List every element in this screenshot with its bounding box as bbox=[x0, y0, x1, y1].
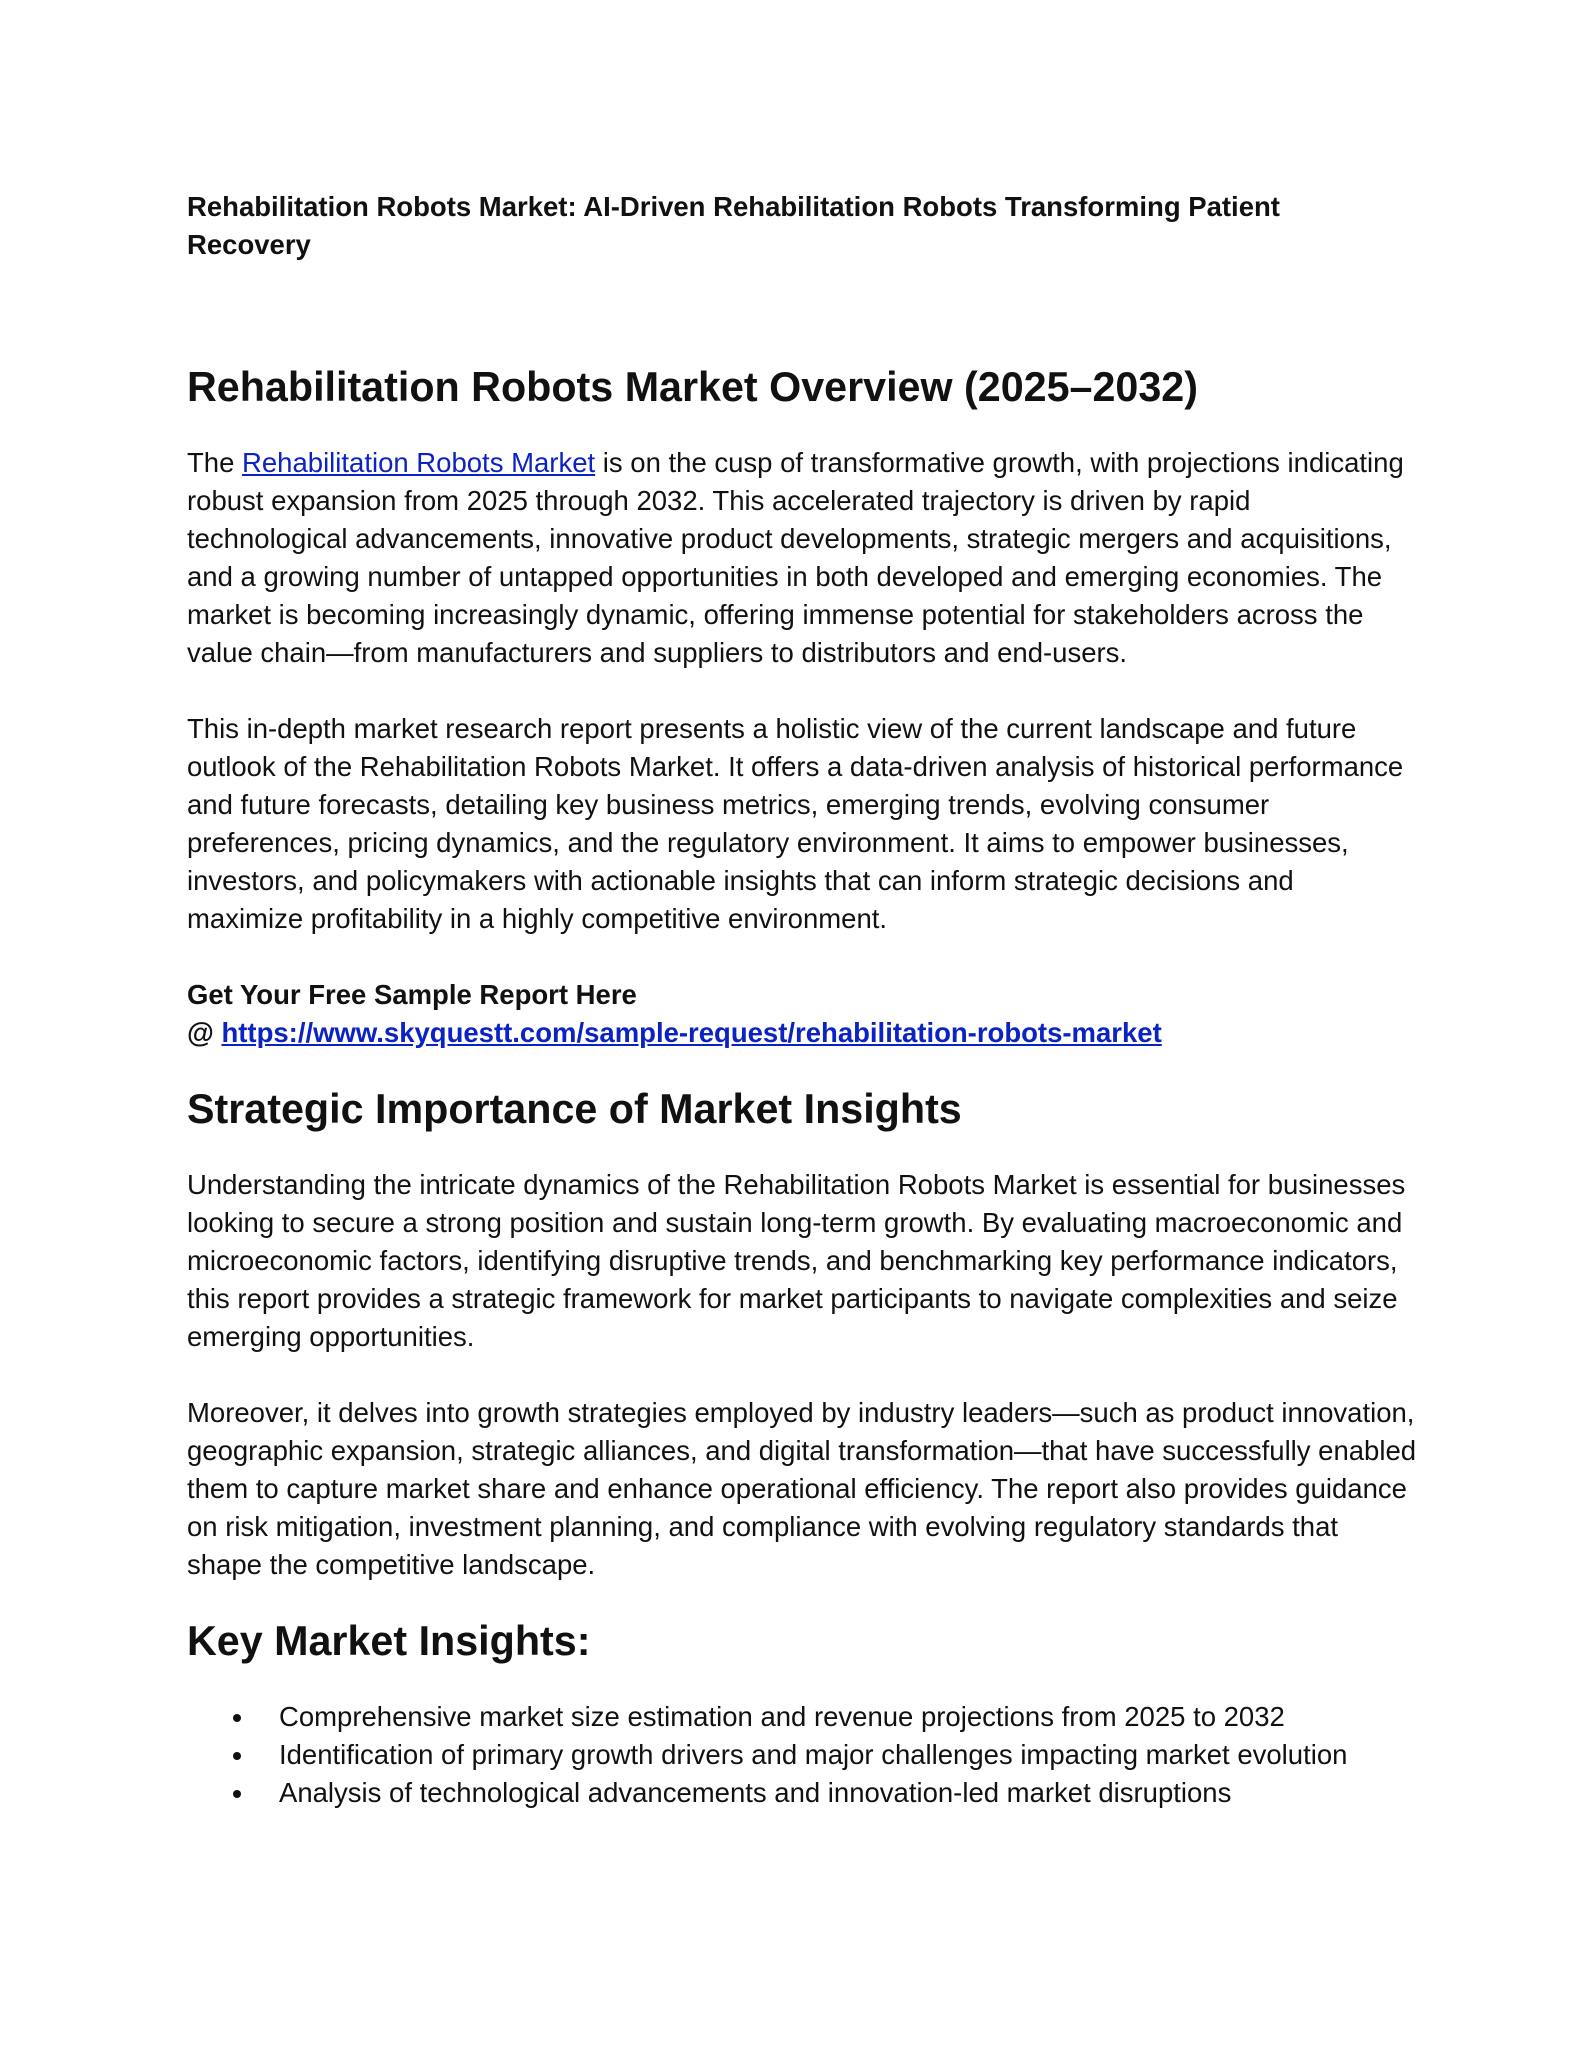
overview-heading: Rehabilitation Robots Market Overview (2025–2032) bbox=[187, 364, 1198, 410]
list-item bbox=[187, 1698, 1417, 1736]
document-page bbox=[187, 188, 1417, 1812]
insights-list bbox=[187, 1698, 1417, 1812]
strategic-heading: Strategic Importance of Market Insights bbox=[187, 1086, 962, 1132]
list-item-text: Identification of primary growth drivers and major challenges impacting market evolution bbox=[279, 1739, 1348, 1770]
insights-heading: Key Market Insights: bbox=[187, 1618, 591, 1664]
sample-label: Get Your Free Sample Report Here bbox=[187, 979, 637, 1010]
market-link[interactable]: Rehabilitation Robots Market bbox=[242, 447, 596, 478]
list-item-text: Analysis of technological advancements and innovation-led market disruptions bbox=[279, 1777, 1232, 1808]
overview-p1-rest: is on the cusp of transformative growth, with projections indicating robust expansion from 2025 through 2032. This accelerated trajectory is driven by rapid technological advancements, innovative product developments, strategic mergers and acquisitions, and a growing number of untapped opportunities in both developed and emerging economies. The market is becoming increasingly dynamic, offering immense potential for stakeholders across the value chain—from manufacturers and suppliers to distributors and end-users. bbox=[187, 447, 1404, 668]
bullet-icon bbox=[233, 1752, 241, 1760]
sample-at-sign: @ bbox=[187, 1017, 222, 1048]
overview-p1-prefix: The bbox=[187, 447, 243, 478]
bullet-icon bbox=[233, 1790, 241, 1798]
document-title: Rehabilitation Robots Market: AI-Driven Rehabilitation Robots Transforming Patient Recovery bbox=[187, 191, 1280, 260]
overview-paragraph-2: This in-depth market research report presents a holistic view of the current landscape and future outlook of the Rehabilitation Robots Market. It offers a data-driven analysis of historical performance and future forecasts, detailing key business metrics, emerging trends, evolving consumer preferences, pricing dynamics, and the regulatory environment. It aims to empower businesses, investors, and policymakers with actionable insights that can inform strategic decisions and maximize profitability in a highly competitive environment. bbox=[187, 713, 1404, 934]
list-item bbox=[187, 1774, 1417, 1812]
strategic-paragraph-1: Understanding the intricate dynamics of the Rehabilitation Robots Market is essential for businesses looking to secure a strong position and sustain long-term growth. By evaluating macroeconomic and microeconomic factors, identifying disruptive trends, and benchmarking key performance indicators, this report provides a strategic framework for market participants to navigate complexities and seize emerging opportunities. bbox=[187, 1169, 1406, 1352]
bullet-icon bbox=[233, 1714, 241, 1722]
sample-link-line bbox=[187, 1014, 1417, 1052]
strategic-paragraph-2: Moreover, it delves into growth strategies employed by industry leaders—such as product innovation, geographic expansion, strategic alliances, and digital transformation—that have successfully enabled them to capture market share and enhance operational efficiency. The report also provides guidance on risk mitigation, investment planning, and compliance with evolving regulatory standards that shape the competitive landscape. bbox=[187, 1397, 1417, 1580]
list-item-text: Comprehensive market size estimation and revenue projections from 2025 to 2032 bbox=[279, 1701, 1285, 1732]
list-item bbox=[187, 1736, 1417, 1774]
overview-paragraph-1 bbox=[187, 444, 1417, 672]
sample-request-link[interactable]: https://www.skyquestt.com/sample-request/rehabilitation-robots-market bbox=[221, 1017, 1162, 1048]
